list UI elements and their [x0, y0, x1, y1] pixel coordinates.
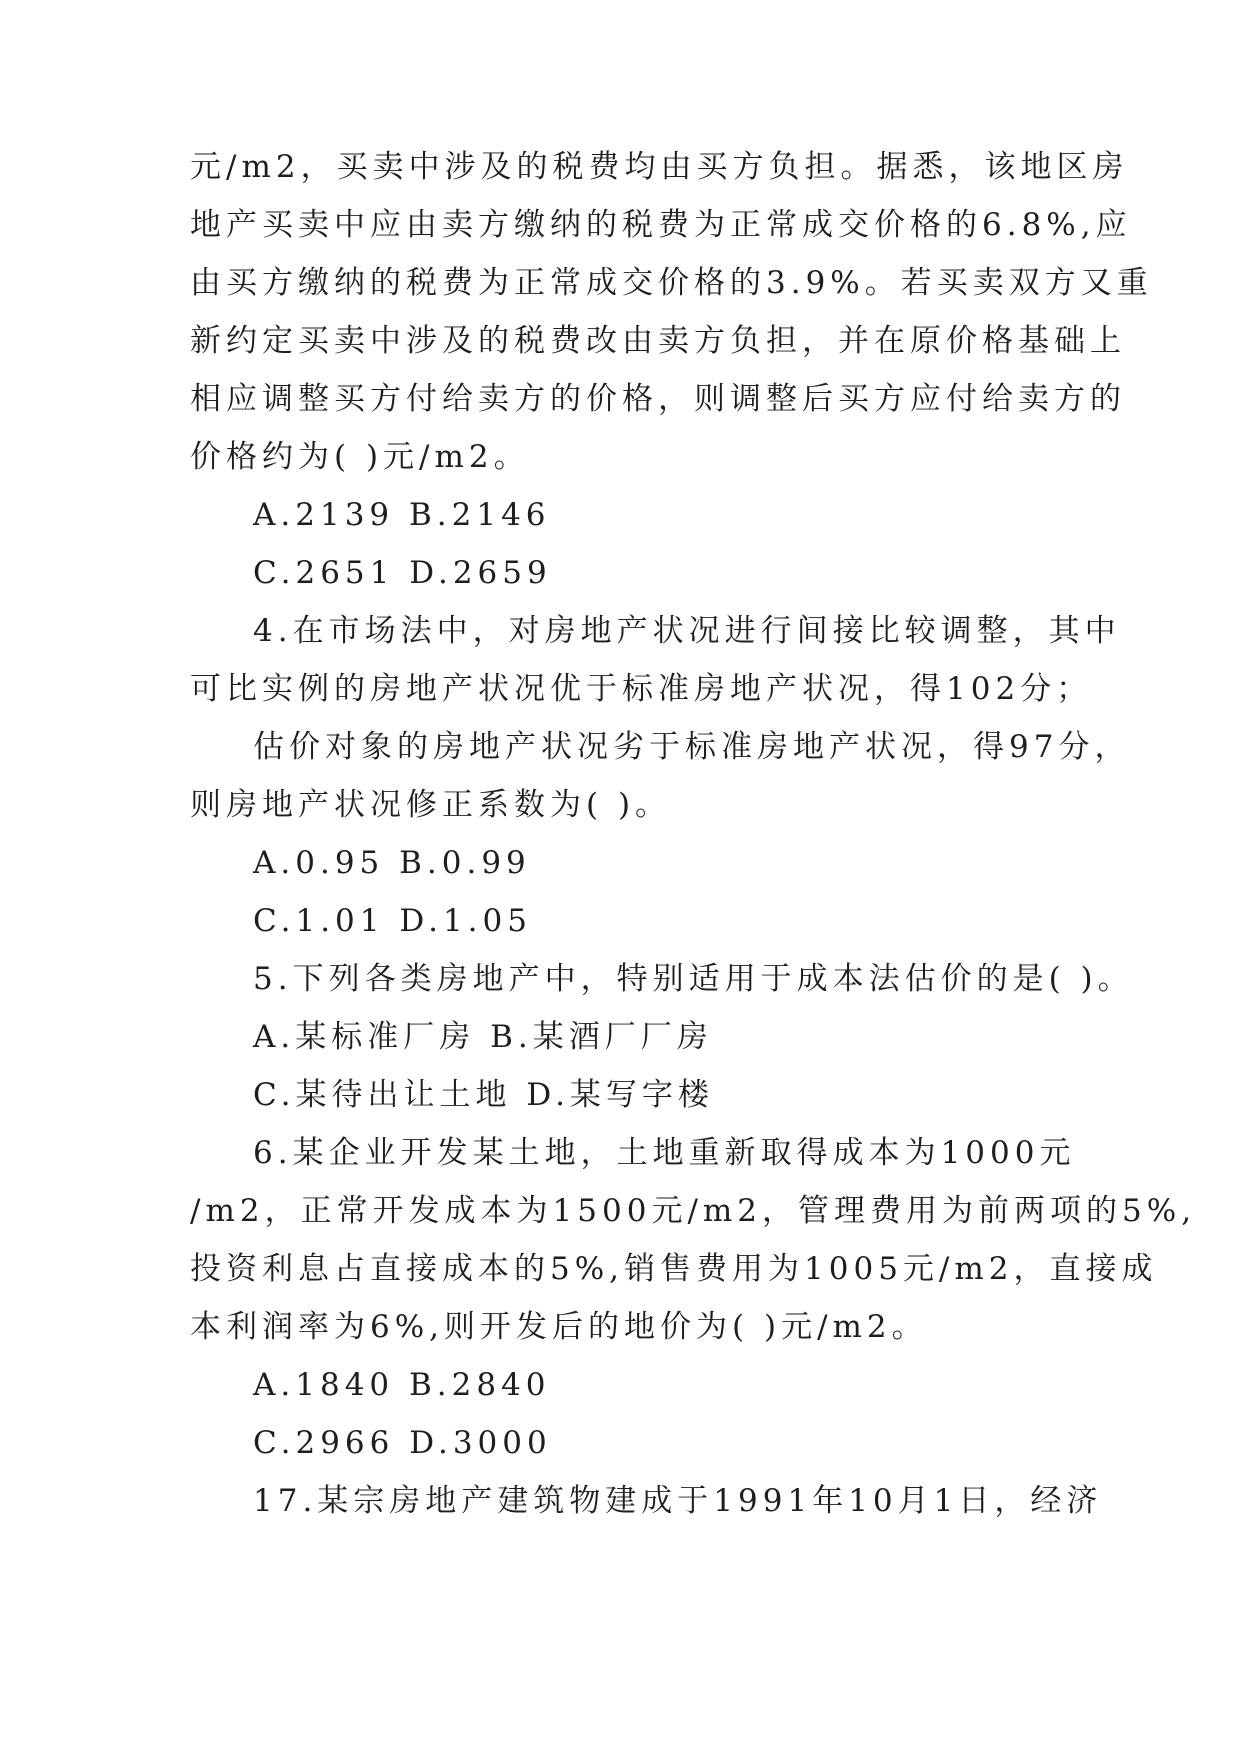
text-line: 价格约为( )元/m2。 [190, 439, 530, 475]
question-5: 5.下列各类房地产中，特别适用于成本法估价的是( )。 [253, 961, 1134, 997]
text-line: 投资利息占直接成本的5%,销售费用为1005元/m2，直接成 [190, 1251, 1158, 1287]
question-17: 17.某宗房地产建筑物建成于1991年10月1日，经济 [253, 1483, 1103, 1519]
answer-options: C.2966 D.3000 [253, 1425, 552, 1461]
text-line: 可比实例的房地产状况优于标准房地产状况，得102分； [190, 671, 1093, 707]
text-line: 由买方缴纳的税费为正常成交价格的3.9%。若买卖双方又重 [190, 265, 1153, 301]
answer-options: A.2139 B.2146 [253, 497, 551, 533]
text-line: /m2，正常开发成本为1500元/m2，管理费用为前两项的5%, [190, 1193, 1197, 1229]
text-line: 估价对象的房地产状况劣于标准房地产状况，得97分， [253, 729, 1131, 765]
text-line: 相应调整买方付给卖方的价格，则调整后买方应付给卖方的 [190, 381, 1126, 417]
text-line: 则房地产状况修正系数为( )。 [190, 787, 672, 823]
question-4: 4.在市场法中，对房地产状况进行间接比较调整，其中 [253, 613, 1121, 649]
text-line: 元/m2，买卖中涉及的税费均由买方负担。据悉，该地区房 [190, 149, 1129, 185]
question-6: 6.某企业开发某土地，土地重新取得成本为1000元 [253, 1135, 1076, 1171]
answer-options: C.1.01 D.1.05 [253, 903, 532, 939]
answer-options: C.2651 D.2659 [253, 555, 552, 591]
text-line: 本利润率为6%,则开发后的地价为( )元/m2。 [190, 1309, 928, 1345]
answer-options: A.1840 B.2840 [253, 1367, 551, 1403]
answer-options: C.某待出让土地 D.某写字楼 [253, 1077, 714, 1113]
text-line: 新约定买卖中涉及的税费改由卖方负担，并在原价格基础上 [190, 323, 1126, 359]
answer-options: A.0.95 B.0.99 [253, 845, 531, 881]
text-line: 地产买卖中应由卖方缴纳的税费为正常成交价格的6.8%,应 [190, 207, 1132, 243]
answer-options: A.某标准厂房 B.某酒厂厂房 [253, 1019, 713, 1055]
